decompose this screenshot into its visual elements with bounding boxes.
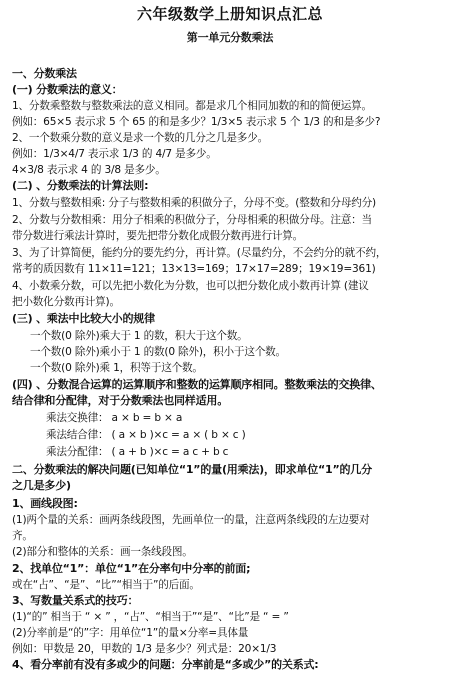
subsection-heading: (三) 、乘法中比较大小的规律 [12,312,155,325]
law-line: 乘法结合律： ( a × b )×c = a × ( b × c ) [46,429,246,441]
law-line: 乘法交换律： a × b = b × a [46,412,183,424]
section-heading: 一、分数乘法 [12,67,77,80]
text-line: 齐。 [12,530,33,542]
unit-heading: 第一单元分数乘法 [186,31,274,44]
text-line: (1)“的” 相当于 “ × ” ，“占”、“相当于”“是”、“比”是 “ = ” [12,611,289,623]
text-line: 1、分数乘整数与整数乘法的意义相同。都是求几个相同加数的和的简便运算。 [12,100,372,112]
text-line: 4、小数乘分数，可以先把小数化为分数，也可以把分数化成小数再计算 (建议 [12,280,369,292]
text-line: 3、为了计算简便，能约分的要先约分，再计算。(尽量约分，不会约分的就不约， [12,247,387,259]
example-line: 例如：1/3×4/7 表示求 1/3 的 4/7 是多少。 [12,148,217,160]
text-line: 把小数化分数再计算)。 [12,296,120,308]
text-line: (2)分率前是“的”字：用单位“1”的量×分率=具体量 [12,627,249,639]
rule-line: 一个数(0 除外)乘大于 1 的数，积大于这个数。 [30,330,248,342]
subsection-heading: (二) 、分数乘法的计算法则: [12,179,149,192]
section-heading: 二、分数乘法的解决问题(已知单位“1”的量(用乘法)，即求单位“1”的几分 [12,463,372,476]
text-line: 常考的质因数有 11×11=121；13×13=169；17×17=289；19×19=361) [12,263,376,275]
subsection-heading: 2、找单位“1”：单位“1”在分率句中分率的前面; [12,562,251,575]
text-line: (1)两个量的关系：画两条线段图，先画单位一的量，注意两条线段的左边要对 [12,514,370,526]
text-line: 1、分数与整数相乘: 分子与整数相乘的积做分子，分母不变。(整数和分母约分) [12,197,376,209]
text-line: 2、一个数乘分数的意义是求一个数的几分之几是多少。 [12,132,268,144]
example-line: 例如：甲数是 20，甲数的 1/3 是多少？列式是：20×1/3 [12,643,277,655]
subsection-heading: 4、看分率前有没有多或少的问题：分率前是“多或少”的关系式: [12,658,319,671]
rule-line: 一个数(0 除外)乘小于 1 的数(0 除外)，积小于这个数。 [30,346,286,358]
subsection-heading: 结合律和分配律，对于分数乘法也同样适用。 [12,394,228,407]
section-heading: 之几是多少) [12,479,71,492]
text-line: 或在“占”、“是”、“比”“相当于”的后面。 [12,579,200,591]
text-line: 2、分数与分数相乘：用分子相乘的积做分子，分母相乘的积做分母。注意：当 [12,214,372,226]
rule-line: 一个数(0 除外)乘 1，积等于这个数。 [30,362,203,374]
subsection-heading: 3、写数量关系式的技巧： [12,594,139,607]
text-line: 带分数进行乘法计算时，要先把带分数化成假分数再进行计算。 [12,230,304,242]
subsection-heading: (一) 分数乘法的意义： [12,83,123,96]
subsection-heading: 1、画线段图: [12,497,78,510]
text-line: (2)部分和整体的关系：画一条线段图。 [12,546,193,558]
document-title: 六年级数学上册知识点汇总 [136,5,323,23]
law-line: 乘法分配律： ( a + b )×c = a c + b c [46,446,229,458]
example-line: 4×3/8 表示求 4 的 3/8 是多少。 [12,164,166,176]
subsection-heading: (四) 、分数混合运算的运算顺序和整数的运算顺序相同。整数乘法的交换律、 [12,378,382,391]
example-line: 例如：65×5 表示求 5 个 65 的和是多少？1/3×5 表示求 5 个 1/3 的和是多少? [12,116,381,128]
